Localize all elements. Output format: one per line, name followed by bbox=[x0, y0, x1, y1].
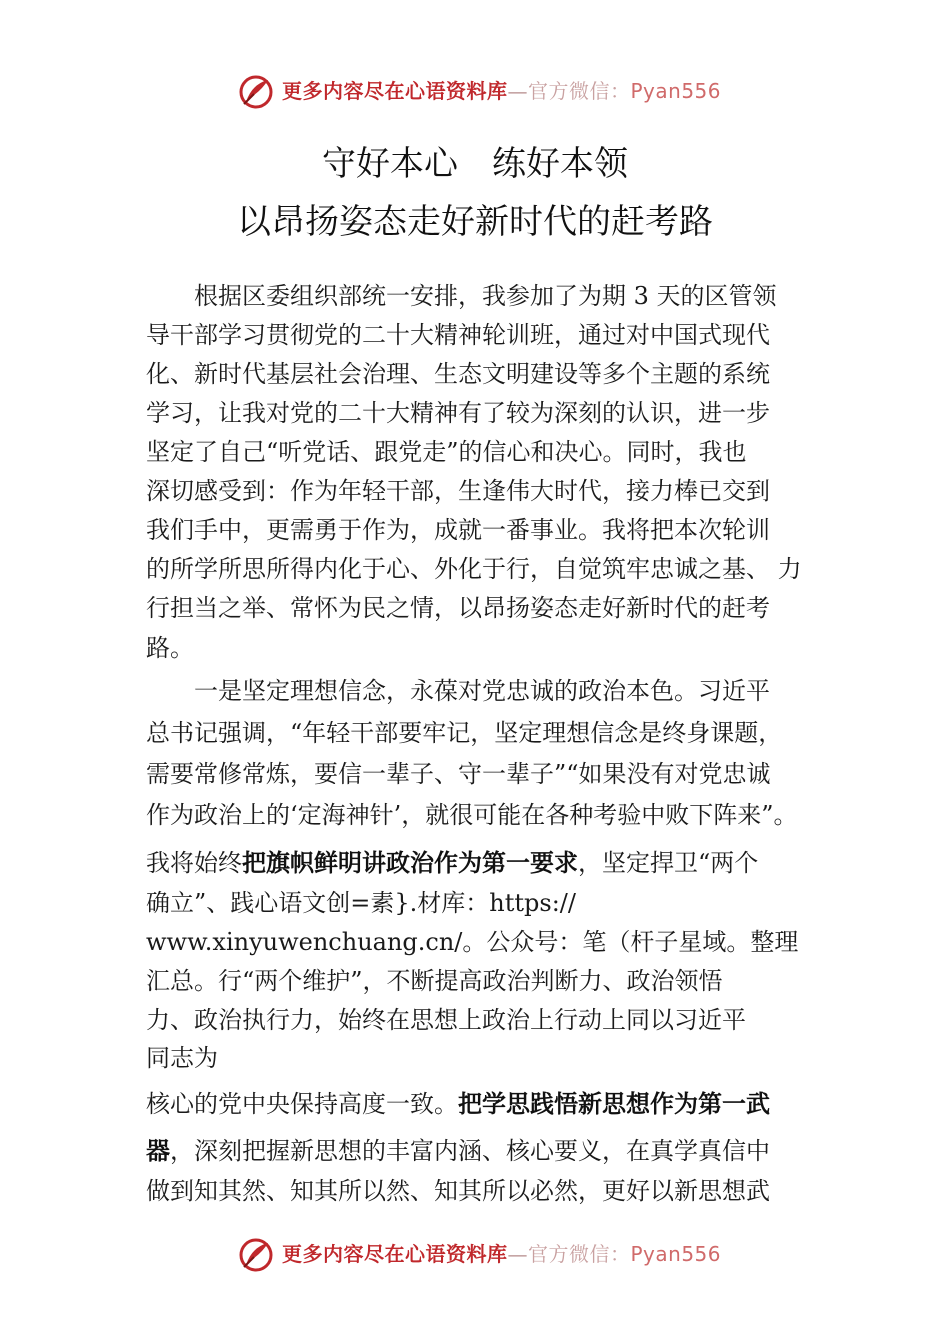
body-line: www.xinyuwenchuang.cn/。公众号：笔（杆子星域。整理 bbox=[146, 928, 799, 956]
body-line: 根据区委组织部统一安排，我参加了为期 3 天的区管领 bbox=[146, 282, 777, 310]
body-line: 行担当之举、常怀为民之情，以昂扬姿态走好新时代的赶考 bbox=[146, 594, 770, 622]
body-line: 学习，让我对党的二十大精神有了较为深刻的认识，进一步 bbox=[146, 399, 770, 427]
body-line: 一是坚定理想信念，永葆对党忠诚的政治本色。习近平 bbox=[146, 677, 770, 705]
body-line: 我们手中，更需勇于作为，成就一番事业。我将把本次轮训 bbox=[146, 516, 770, 544]
body-line: 的所学所思所得内化于心、外化于行，自觉筑牢忠诚之基、 力 bbox=[146, 555, 802, 583]
title-line-1: 守好本心 练好本领 bbox=[322, 144, 628, 184]
body-line: 化、新时代基层社会治理、生态文明建设等多个主题的系统 bbox=[146, 360, 770, 388]
body-line: 需要常修常炼，要信一辈子、守一辈子”“如果没有对党忠诚 bbox=[146, 760, 771, 788]
body-line: 汇总。行“两个维护”，不断提高政治判断力、政治领悟 bbox=[146, 967, 723, 995]
body-line: 深切感受到：作为年轻干部，生逢伟大时代，接力棒已交到 bbox=[146, 477, 770, 505]
banner-text bbox=[282, 1241, 721, 1267]
banner-wechat-id: Pyan556 bbox=[630, 79, 722, 103]
text-segment: ，深刻把握新思想的丰富内涵、核心要义，在真学真信中 bbox=[170, 1137, 770, 1165]
bold-emphasis: 把学思践悟新思想作为第一武 bbox=[458, 1090, 770, 1118]
body-line: 路。 bbox=[146, 634, 194, 662]
text-segment: 核心的党中央保持高度一致。 bbox=[146, 1090, 458, 1118]
banner-separator: — bbox=[507, 1242, 528, 1266]
text-segment: 我将始终 bbox=[146, 849, 242, 877]
body-line: 坚定了自己“听党话、跟党走”的信心和决心。同时，我也 bbox=[146, 438, 747, 466]
body-line: 导干部学习贯彻党的二十大精神轮训班，通过对中国式现代 bbox=[146, 321, 770, 349]
body-line: 做到知其然、知其所以然、知其所以必然，更好以新思想武 bbox=[146, 1177, 770, 1205]
body-line: 总书记强调，“年轻干部要牢记，坚定理想信念是终身课题， bbox=[146, 719, 783, 747]
title-line-2: 以昂扬姿态走好新时代的赶考路 bbox=[237, 202, 713, 242]
feather-quill-logo-icon bbox=[238, 1237, 274, 1273]
body-line: 作为政治上的‘定海神针’，就很可能在各种考验中败下阵来”。 bbox=[146, 801, 798, 829]
banner-brand: 更多内容尽在心语资料库 bbox=[282, 79, 508, 103]
feather-quill-logo-icon bbox=[238, 74, 274, 110]
body-line: 同志为 bbox=[146, 1044, 218, 1072]
banner-brand: 更多内容尽在心语资料库 bbox=[282, 1242, 508, 1266]
header-banner bbox=[0, 70, 950, 114]
bold-emphasis: 器 bbox=[146, 1137, 170, 1165]
footer-banner bbox=[0, 1233, 950, 1277]
banner-wechat-label: 官方微信： bbox=[528, 79, 631, 103]
body-line-emphasis bbox=[146, 1089, 770, 1119]
body-line-emphasis bbox=[146, 848, 758, 878]
banner-wechat-label: 官方微信： bbox=[528, 1242, 631, 1266]
banner-text bbox=[282, 78, 721, 104]
banner-separator: — bbox=[507, 79, 528, 103]
body-line: 力、政治执行力，始终在思想上政治上行动上同以习近平 bbox=[146, 1006, 746, 1034]
body-line: 确立”、践心语文创=素}.材库：https:// bbox=[146, 889, 576, 917]
body-line-emphasis bbox=[146, 1136, 770, 1166]
bold-emphasis: 把旗帜鲜明讲政治作为第一要求 bbox=[242, 849, 578, 877]
banner-wechat-id: Pyan556 bbox=[630, 1242, 722, 1266]
text-segment: ，坚定捍卫“两个 bbox=[578, 849, 759, 877]
